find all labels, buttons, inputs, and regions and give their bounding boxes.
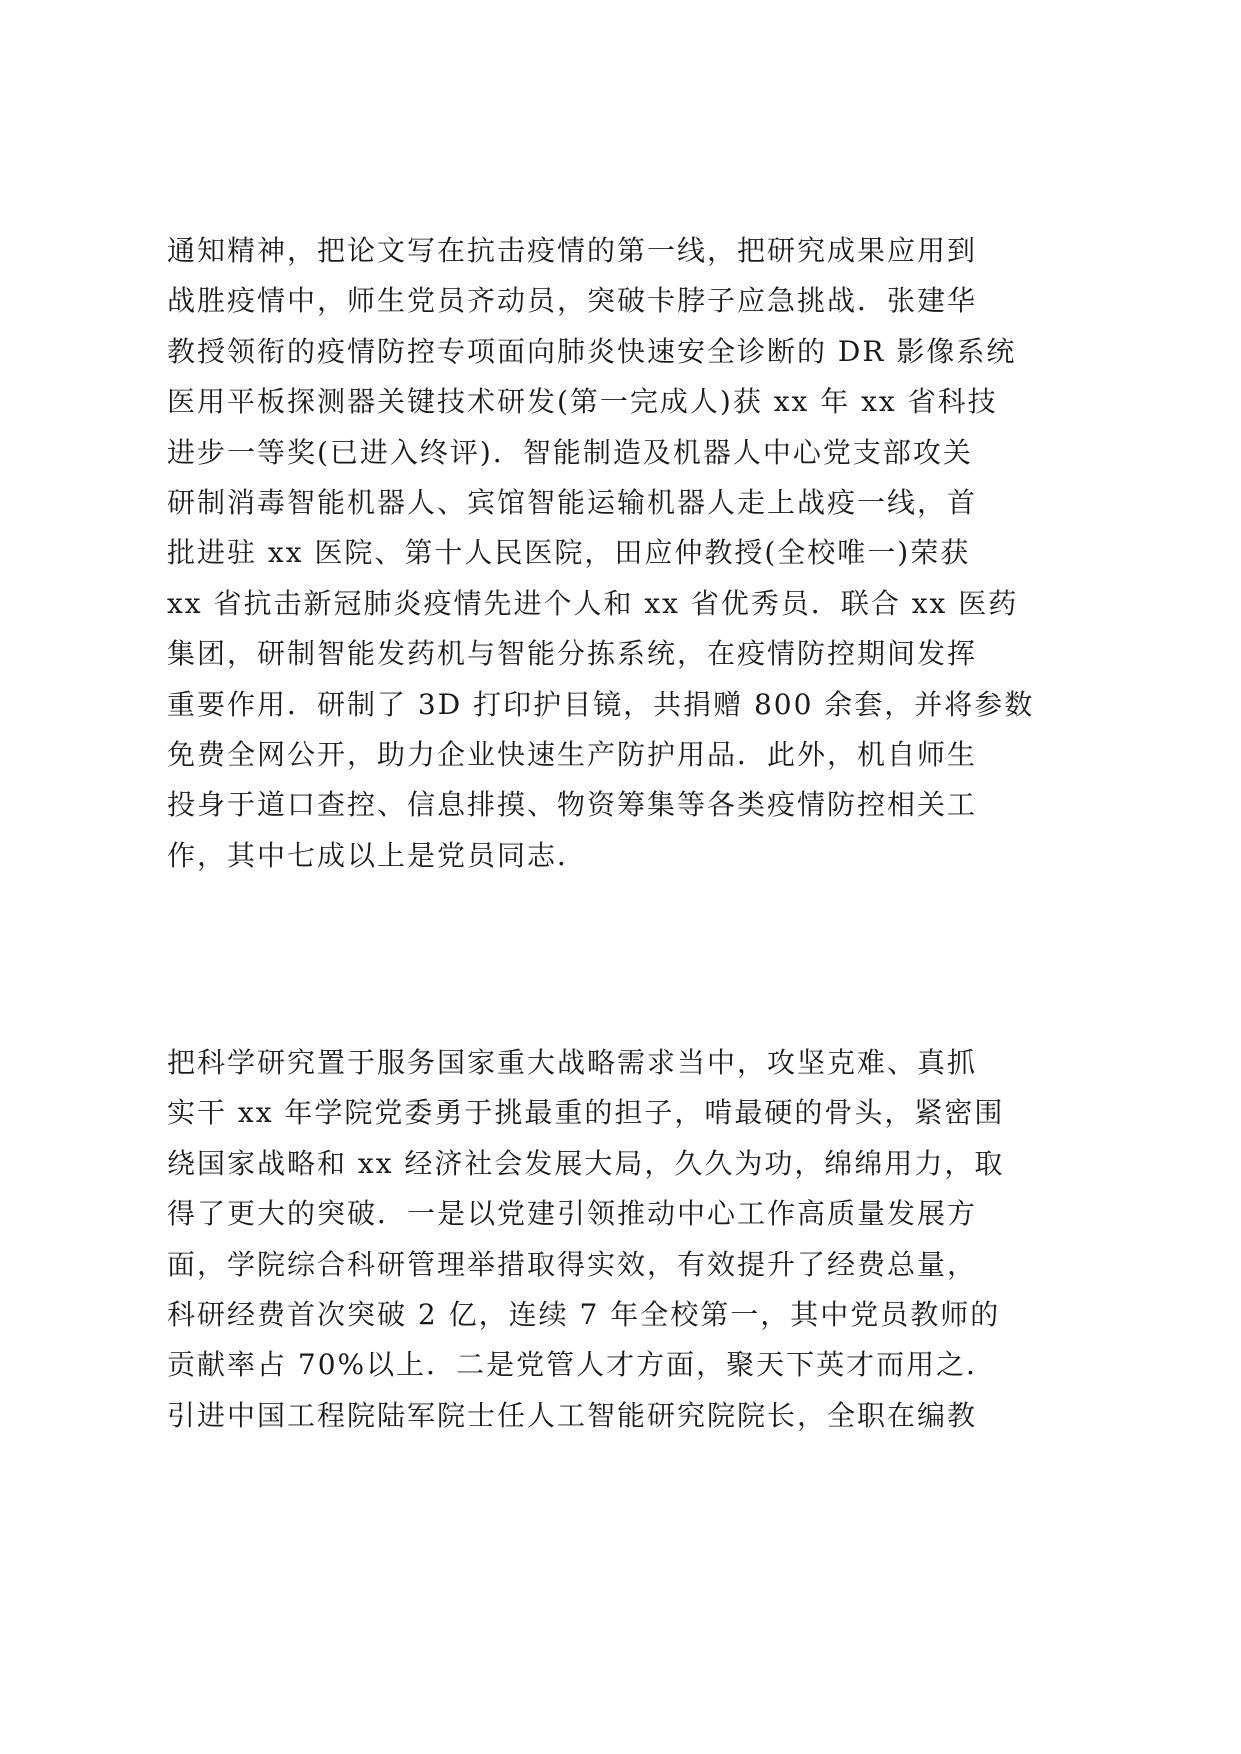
text-line: 引进中国工程院陆军院士任人工智能研究院院长，全职在编教 [167,1398,978,1432]
text-line: 投身于道口查控、信息排摸、物资筹集等各类疫情防控相关工 [167,788,978,822]
text-line: 集团，研制智能发药机与智能分拣系统，在疫情防控期间发挥 [167,637,978,671]
text-line: 通知精神，把论文写在抗击疫情的第一线，把研究成果应用到 [167,234,978,267]
text-line: 科研经费首次突破 2 亿，连续 7 年全校第一，其中党员教师的 [167,1297,1001,1331]
text-line: 作，其中七成以上是党员同志． [167,838,588,872]
paragraph [167,1038,1077,1441]
text-line: 医用平板探测器关键技术研发(第一完成人)获 xx 年 xx 省科技 [167,385,998,419]
text-line: 教授领衔的疫情防控专项面向肺炎快速安全诊断的 DR 影像系统 [167,334,1017,368]
text-line: 战胜疫情中，师生党员齐动员，突破卡脖子应急挑战．张建华 [167,284,978,318]
paragraph [167,226,1077,881]
text-line: 得了更大的突破．一是以党建引领推动中心工作高质量发展方 [167,1197,978,1231]
text-line: 实干 xx 年学院党委勇于挑最重的担子，啃最硬的骨头，紧密围 [167,1096,1005,1130]
text-line: 免费全网公开，助力企业快速生产防护用品．此外，机自师生 [167,737,978,771]
text-line: 面，学院综合科研管理举措取得实效，有效提升了经费总量， [167,1247,978,1281]
text-line: 贡献率占 70%以上．二是党管人才方面，聚天下英才而用之． [167,1348,997,1382]
text-line: 重要作用．研制了 3D 打印护目镜，共捐赠 800 余套，并将参数 [167,687,1035,721]
text-line: 研制消毒智能机器人、宾馆智能运输机器人走上战疫一线，首 [167,485,978,519]
text-line: 绕国家战略和 xx 经济社会发展大局，久久为功，绵绵用力，取 [167,1146,1005,1180]
text-line: 进步一等奖(已进入终评)．智能制造及机器人中心党支部攻关 [167,435,973,469]
text-line: xx 省抗击新冠肺炎疫情先进个人和 xx 省优秀员．联合 xx 医药 [167,586,1019,620]
text-line: 把科学研究置于服务国家重大战略需求当中，攻坚克难、真抓 [167,1046,978,1079]
text-line: 批进驻 xx 医院、第十人民医院，田应仲教授(全校唯一)荣获 [167,536,971,570]
